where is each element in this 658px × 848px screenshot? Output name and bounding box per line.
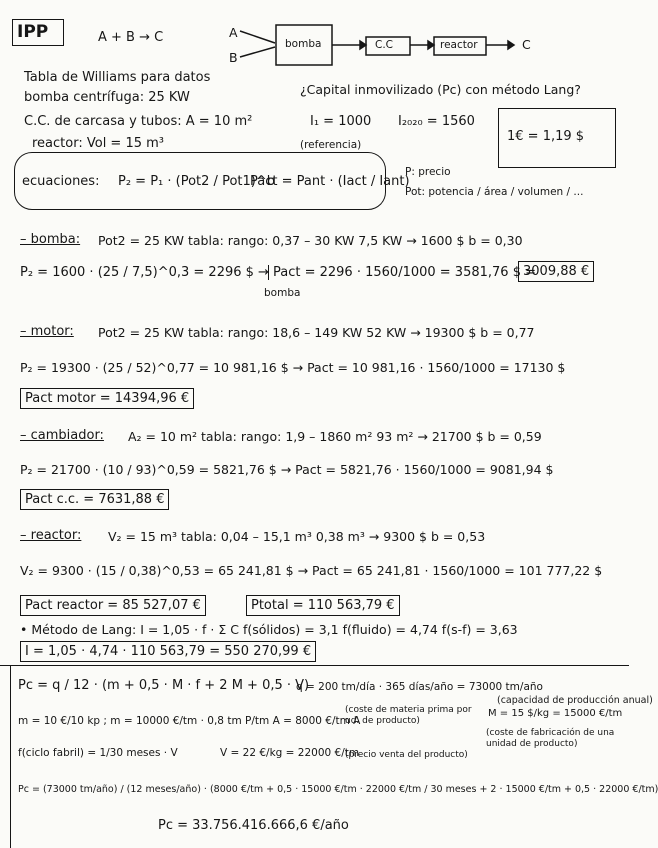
reactor-result: Pact reactor = 85 527,07 € [20,595,206,616]
motor-result: Pact motor = 14394,96 € [20,388,194,409]
raw-material-note: (coste de materia prima por ud. de producto) [345,705,472,726]
exchange-rate: 1€ = 1,19 $ [507,129,585,144]
pc-formula: Pc = q / 12 · (m + 0,5 · M · f + 2 M + 0,5 · V) [18,678,310,693]
margin-line [10,665,11,848]
arrow-head-icon [428,41,434,49]
williams-table-note: Tabla de Williams para datos [24,70,211,85]
arrow-head-icon [360,41,366,49]
exchanger-data: C.C. de carcasa y tubos: A = 10 m² [24,114,253,129]
pump-table-line: Pot2 = 25 KW tabla: rango: 0,37 – 30 KW 7,5 KW → 1600 $ b = 0,30 [98,233,523,248]
reference-note: (referencia) [300,139,362,151]
cc-label: C.C [375,39,394,51]
exchanger-table-line: A₂ = 10 m² tabla: rango: 1,9 – 1860 m² 93 m² → 21700 $ b = 0,59 [128,429,542,444]
exchanger-heading: – cambiador: [20,428,104,443]
pump-scaling-calc: P₂ = 1600 · (25 / 7,5)^0,3 = 2296 $ → [20,265,269,280]
feed-a-stream [240,31,275,43]
exchange-rate-box [498,108,616,168]
capital-question: ¿Capital inmovilizado (Pc) con método Lang? [300,82,581,97]
scaling-equation: P₂ = P₁ · (Pot2 / Pot1)^b [118,174,275,189]
raw-material-cost: m = 10 €/10 kp ; m = 10000 €/tm · 0,8 tm P/tm A = 8000 €/tm A [18,715,361,727]
arrow-head-icon [508,41,514,49]
index-i2020: I₂₀₂₀ = 1560 [398,114,475,129]
motor-table-line: Pot2 = 25 KW tabla: rango: 18,6 – 149 KW 52 KW → 19300 $ b = 0,77 [98,325,535,340]
exchanger-result: Pact c.c. = 7631,88 € [20,489,169,510]
legend-capacity: Pot: potencia / área / volumen / ... [405,186,584,198]
pump-actual-price: Pact = 2296 · 1560/1000 = 3581,76 $ = [268,265,536,280]
sale-price: V = 22 €/kg = 22000 €/tm [220,747,360,759]
legend-price: P: precio [405,166,451,178]
index-equation: Pact = Pant · (Iact / Iant) [250,174,410,189]
feed-b-label: B [229,50,238,65]
manufacturing-note: (coste de fabricación de una unidad de producto) [486,728,615,749]
pump-result-eur: 3009,88 € [518,261,594,282]
pc-calculation: Pc = (73000 tm/año) / (12 meses/año) · (8000 €/tm + 0,5 · 15000 €/tm · 22000 €/tm / 30 meses + 2 · 15000 €/tm + 0,5 · 22000 €/tm) [18,784,658,795]
pump-label: bomba [285,38,322,50]
reactor-data: reactor: Vol = 15 m³ [32,136,165,151]
product-label: C [522,37,531,52]
capacity-note: (capacidad de producción anual) [497,695,653,706]
sale-price-note: (precio venta del producto) [345,750,468,760]
motor-scaling-calc: P₂ = 19300 · (25 / 52)^0,77 = 10 981,16 $ → Pact = 10 981,16 · 1560/1000 = 17130 $ [20,360,566,375]
feed-a-label: A [229,25,238,40]
lang-method: • Método de Lang: I = 1,05 · f · Σ C f(sólidos) = 3,1 f(fluido) = 4,74 f(s-f) = 3,63 [20,622,518,637]
cycle-factor: f(ciclo fabril) = 1/30 meses · V [18,747,178,759]
section-divider [0,665,629,666]
reaction-equation: A + B → C [98,30,164,45]
total-price: Ptotal = 110 563,79 € [246,595,400,616]
reactor-label: reactor [440,39,478,51]
reactor-heading: – reactor: [20,528,82,543]
pump-heading: – bomba: [20,232,81,247]
reactor-table-line: V₂ = 15 m³ tabla: 0,04 – 15,1 m³ 0,38 m³ → 9300 $ b = 0,53 [108,529,486,544]
production-capacity: q = 200 tm/día · 365 días/año = 73000 tm/año [296,681,543,693]
feed-b-stream [240,47,275,57]
motor-heading: – motor: [20,324,74,339]
pump-subscript: bomba [264,287,301,299]
manufacturing-cost: M = 15 $/kg = 15000 €/tm [488,708,623,719]
pc-result: Pc = 33.756.416.666,6 €/año [158,818,349,833]
equations-label: ecuaciones: [22,174,100,189]
reactor-scaling-calc: V₂ = 9300 · (15 / 0,38)^0,53 = 65 241,81 $ → Pact = 65 241,81 · 1560/1000 = 101 777,22 $ [20,563,603,578]
lang-result: I = 1,05 · 4,74 · 110 563,79 = 550 270,99 € [20,641,316,662]
index-i1: I₁ = 1000 [310,114,372,129]
exchanger-scaling-calc: P₂ = 21700 · (10 / 93)^0,59 = 5821,76 $ → Pact = 5821,76 · 1560/1000 = 9081,94 $ [20,462,554,477]
page-title: IPP [12,19,64,46]
pump-data: bomba centrífuga: 25 KW [24,90,190,105]
